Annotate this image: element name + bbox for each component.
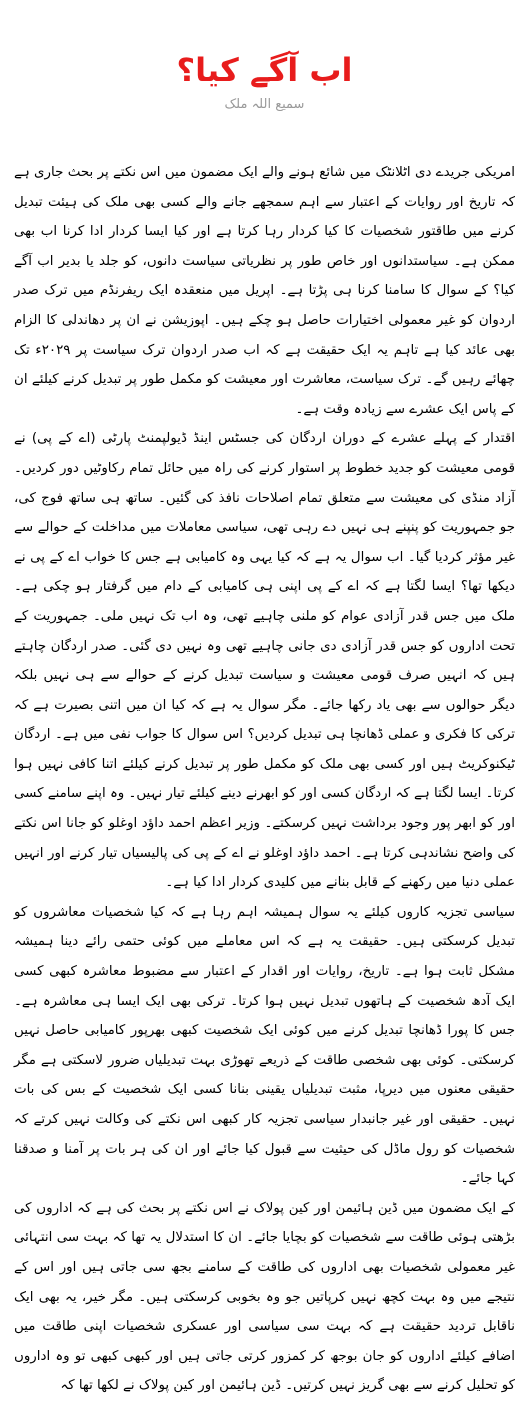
article-paragraph-3: سیاسی تجزیہ کاروں کیلئے یہ سوال ہمیشہ اہم رہا ہے کہ کیا شخصیات معاشروں کو تبدیل کرسکتی ہیں۔ حقیقت یہ ہے کہ اس معاملے میں کوئی حتمی رائے دینا ہمیشہ مشکل ثابت ہوا ہے۔ تاریخ، روایات اور اقدار کے اعتبار سے مضبوط معاشرہ کبھی کسی ایک آدھ شخصیت کے ہاتھوں تبدیل نہیں ہوا کرتا۔ ترکی بھی ایک ایسا ہی معاشرہ ہے۔ جس کا پورا ڈھانچا تبدیل کرنے میں کوئی ایک شخصیت کبھی بھرپور کامیابی حاصل نہیں کرسکتی۔ کوئی بھی شخصی طاقت کے ذریعے تھوڑی بہت تبدیلیاں ضرور لاسکتی ہے مگر حقیقی معنوں میں دیرپا، مثبت تبدیلیاں یقینی بنانا کسی ایک شخصیت کے بس کی بات نہیں۔ حقیقی اور غیر جانبدار سیاسی تجزیہ کار کبھی اس نکتے کی وکالت نہیں کرتے کہ شخصیات کو رول ماڈل کی حیثیت سے قبول کیا جائے اور ان کی ہر بات پر آمنا و صدقنا کہا جائے۔ (14, 904, 515, 1187)
article-paragraph-1: امریکی جریدے دی اٹلانٹک میں شائع ہونے والے ایک مضمون میں اس نکتے پر بحث جاری ہے کہ تاریخ اور روایات کے اعتبار سے اہم سمجھے جانے والے کسی بھی ملک کی ہیئت تبدیل کرنے میں طاقتور شخصیات کا کیا کردار رہا کرتا ہے اور کیا ایسا کردار ادا کرنا اب بھی ممکن ہے۔ سیاستدانوں اور خاص طور پر نظریاتی سیاست دانوں، کو جلد یا بدیر اب آگے کیا؟ کے سوال کا سامنا کرنا ہی پڑتا ہے۔ اپریل میں منعقدہ ایک ریفرنڈم میں ترک صدر اردوان کو غیر معمولی اختیارات حاصل ہو چکے ہیں۔ اپوزیشن نے ان پر دھاندلی کا الزام بھی عائد کیا ہے تاہم یہ ایک حقیقت ہے کہ اب صدر اردوان ترک سیاست پر ۲۰۲۹ء تک چھائے رہیں گے۔ ترک سیاست، معاشرت اور معیشت کو مکمل طور پر تبدیل کرنے کیلئے ان کے پاس ایک عشرے سے زیادہ وقت ہے۔ (14, 165, 516, 417)
article-paragraph-2: اقتدار کے پہلے عشرے کے دوران اردگان کی جسٹس اینڈ ڈیولپمنٹ پارٹی (اے کے پی) نے قومی معیشت کو جدید خطوط پر استوار کرنے کی راہ میں حائل تمام رکاوٹیں دور کردیں۔ آزاد منڈی کی معیشت سے متعلق تمام اصلاحات نافذ کی گئیں۔ ساتھ ہی ساتھ فوج کی، جو جمہوریت کو پنپنے ہی نہیں دے رہی تھی، سیاسی معاملات میں مداخلت کے حوالے سے غیر مؤثر کردیا گیا۔ اب سوال یہ ہے کہ کیا یہی وہ کامیابی ہے جس کا خواب اے کے پی نے دیکھا تھا؟ ایسا لگتا ہے کہ اے کے پی اپنی ہی کامیابی کے دام میں گرفتار ہو چکی ہے۔ ملک میں جس قدر آزادی عوام کو ملنی چاہیے تھی، وہ اب تک نہیں ملی۔ جمہوریت کے تحت اداروں کو جس قدر آزادی دی جانی چاہیے تھی وہ نہیں دی گئی۔ صدر اردگان چاہتے ہیں کہ انہیں صرف قومی معیشت و سیاست تبدیل کرنے کے حوالے سے ہی نہیں بلکہ دیگر حوالوں سے بھی یاد رکھا جائے۔ مگر سوال یہ ہے کہ کیا ان میں اتنی بصیرت ہے کہ ترکی کا فکری و عملی ڈھانچا ہی تبدیل کردیں؟ اس سوال کا جواب نفی میں ہے۔ اردگان ٹیکنوکریٹ ہیں اور کسی بھی ملک کو مکمل طور پر تبدیل کرنے کیلئے اتنا کافی نہیں ہوا کرتا۔ ایسا لگتا ہے کہ اردگان کسی اور کو ابھرنے دینے کیلئے تیار نہیں۔ وہ اپنے سامنے کسی اور کو ابھر پور وجود برداشت نہیں کرسکتے۔ وزیر اعظم احمد داؤد اوغلو کو جانا اس نکتے کی واضح نشاندہی کرتا ہے۔ احمد داؤد اوغلو نے اے کے پی کی پالیسیاں تیار کرنے اور انہیں عملی دنیا میں رکھنے کے قابل بنانے میں کلیدی کردار ادا کیا ہے۔ (14, 431, 515, 891)
author-byline: سمیع اللہ ملک (224, 97, 305, 112)
article-title: اب آگے کیا؟ (176, 51, 353, 89)
article-paragraph-4: کے ایک مضمون میں ڈین ہائیمن اور کین پولاک نے اس نکتے پر بحث کی ہے کہ اداروں کی بڑھتی ہوئی طاقت سے شخصیات کو بچایا جائے۔ ان کا استدلال یہ تھا کہ بہت سی انتہائی غیر معمولی شخصیات بھی اداروں کی طاقت کے سامنے بجھ سی جاتی ہیں اور اس کے نتیجے میں وہ بہت کچھ نہیں کرپاتیں جو وہ بخوبی کرسکتی ہیں۔ مگر خیر، یہ بھی ایک ناقابل تردید حقیقت ہے کہ بہت سی سیاسی اور عسکری شخصیات اپنی طاقت میں اضافے کیلئے اداروں کو جان بوجھ کر کمزور کرتی جاتی ہیں اور کبھی کبھی تو وہ اداروں کو تحلیل کرنے سے بھی گریز نہیں کرتیں۔ ڈین ہائیمن اور کین پولاک نے لکھا تھا کہ (14, 1200, 515, 1394)
article-body (14, 158, 515, 1401)
